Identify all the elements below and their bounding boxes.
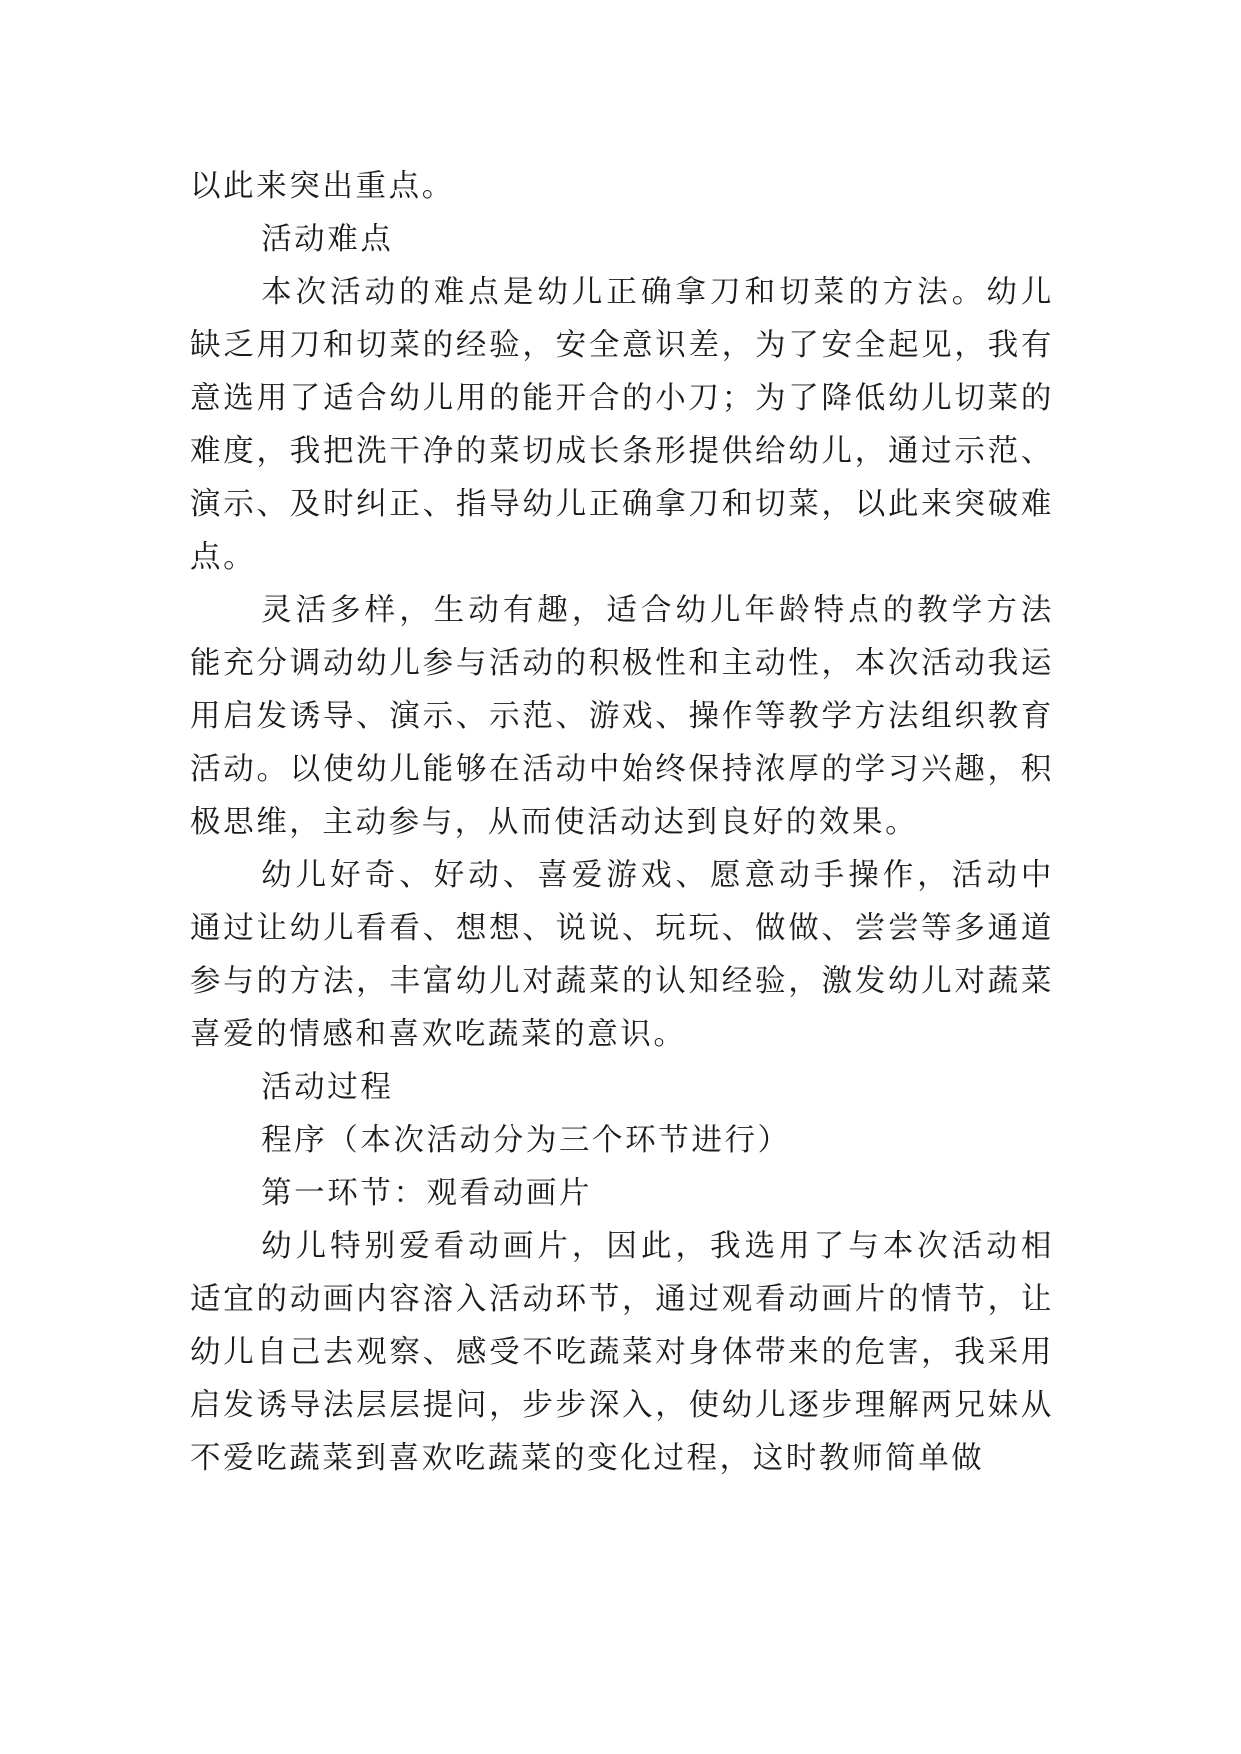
subheading-first-stage: 第一环节：观看动画片 [261,1176,593,1211]
subheading-procedure: 程序（本次活动分为三个环节进行） [261,1123,791,1158]
paragraph-teaching-methods: 灵活多样，生动有趣，适合幼儿年龄特点的教学方法能充分调动幼儿参与活动的积极性和主动性，本次活动我运用启发诱导、演示、示范、游戏、操作等教学方法组织教育活动。以使幼儿能够在活动中始终保持浓厚的学习兴趣，积极思维，主动参与，从而使活动达到良好的效果。 [190,593,1054,840]
paragraph-first-stage: 幼儿特别爱看动画片，因此，我选用了与本次活动相适宜的动画内容溶入活动环节，通过观看动画片的情节，让幼儿自己去观察、感受不吃蔬菜对身体带来的危害，我采用启发诱导法层层提问，步步深入，使幼儿逐步理解两兄妹从不爱吃蔬菜到喜欢吃蔬菜的变化过程，这时教师简单做 [190,1229,1054,1476]
paragraph-child-characteristics: 幼儿好奇、好动、喜爱游戏、愿意动手操作，活动中通过让幼儿看看、想想、说说、玩玩、做做、尝尝等多通道参与的方法，丰富幼儿对蔬菜的认知经验，激发幼儿对蔬菜喜爱的情感和喜欢吃蔬菜的意识。 [190,858,1054,1052]
document-body [190,160,1054,1485]
paragraph-continuation: 以此来突出重点。 [190,169,455,204]
section-heading-activity-process: 活动过程 [261,1070,394,1105]
section-heading-activity-difficulty: 活动难点 [261,222,394,257]
paragraph-difficulty: 本次活动的难点是幼儿正确拿刀和切菜的方法。幼儿缺乏用刀和切菜的经验，安全意识差，为了安全起见，我有意选用了适合幼儿用的能开合的小刀；为了降低幼儿切菜的难度，我把洗干净的菜切成长条形提供给幼儿，通过示范、演示、及时纠正、指导幼儿正确拿刀和切菜，以此来突破难点。 [190,275,1054,575]
